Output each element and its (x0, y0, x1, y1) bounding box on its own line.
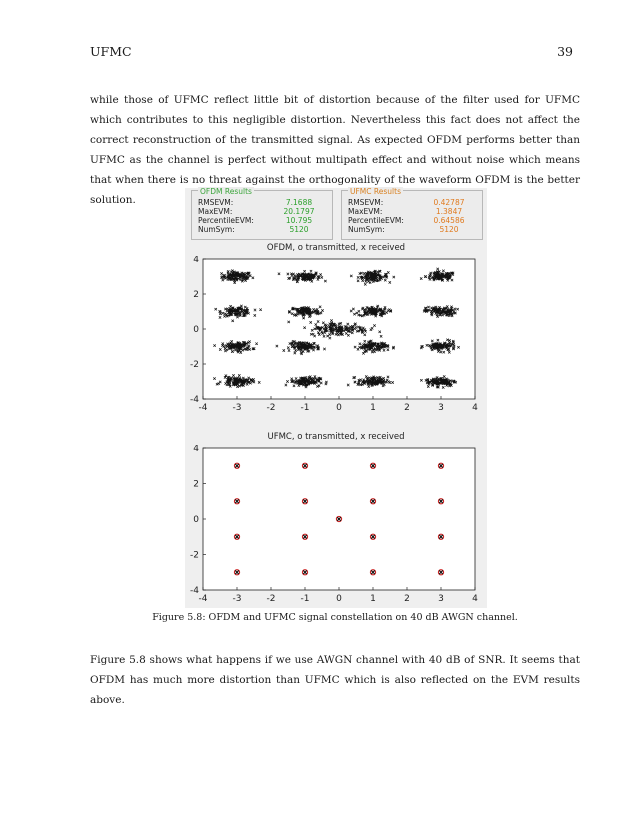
metric-value: 5120 (289, 225, 309, 234)
metric-value: 0.64586 (433, 216, 465, 225)
ufmc-plot-title: UFMC, o transmitted, x received (267, 432, 405, 442)
x-tick-label: -4 (198, 403, 208, 413)
ufmc-maxevm-row (348, 207, 474, 216)
ofdm-percentileevm-row (198, 216, 324, 225)
metric-label: MaxEVM: (198, 207, 233, 216)
metric-value: 0.42787 (433, 198, 465, 207)
ofdm-results-title: OFDM Results (200, 187, 252, 196)
y-tick-label: 2 (193, 479, 199, 490)
metric-label: RMSEVM: (348, 198, 384, 207)
figure-5-8 (185, 188, 487, 608)
metric-value: 5120 (439, 225, 459, 234)
metric-label: NumSym: (198, 225, 235, 234)
y-tick-label: 0 (193, 325, 199, 335)
ofdm-results-panel (191, 187, 333, 240)
y-tick-label: -4 (190, 395, 199, 405)
page-number: 39 (557, 44, 573, 59)
x-tick-label: 1 (370, 403, 376, 413)
x-tick-label: -3 (232, 594, 242, 604)
x-tick-label: -2 (266, 403, 276, 413)
ufmc-constellation-plot (185, 445, 487, 605)
ufmc-percentileevm-row (348, 216, 474, 225)
x-tick-label: 0 (336, 594, 342, 604)
y-tick-label: 4 (193, 445, 199, 454)
y-tick-label: 2 (193, 290, 199, 300)
x-tick-label: -2 (266, 594, 276, 604)
metric-value: 7.1688 (285, 198, 313, 207)
metric-label: PercentileEVM: (348, 216, 404, 225)
ufmc-results-panel (341, 187, 483, 240)
metric-value: 1.3847 (435, 207, 463, 216)
ofdm-rmsevm-row (198, 198, 324, 207)
figure-caption: Figure 5.8: OFDM and UFMC signal constellation on 40 dB AWGN channel. (152, 612, 518, 623)
running-header: UFMC (90, 44, 132, 59)
metric-value: 20.1797 (283, 207, 315, 216)
y-tick-label: -4 (190, 586, 199, 596)
x-tick-label: 3 (438, 594, 444, 604)
ufmc-rmsevm-row (348, 198, 474, 207)
x-tick-label: 4 (472, 403, 478, 413)
x-tick-label: -1 (300, 403, 310, 413)
y-tick-label: 4 (193, 256, 199, 265)
y-tick-label: -2 (190, 360, 199, 370)
x-tick-label: 4 (472, 594, 478, 604)
x-tick-label: -4 (198, 594, 208, 604)
metric-value: 10.795 (285, 216, 313, 225)
y-tick-label: 0 (193, 515, 199, 525)
ufmc-results-title: UFMC Results (350, 187, 401, 196)
x-tick-label: 1 (370, 594, 376, 604)
ufmc-numsym-row (348, 225, 474, 234)
metric-label: NumSym: (348, 225, 385, 234)
ofdm-maxevm-row (198, 207, 324, 216)
y-tick-label: -2 (190, 550, 199, 561)
ofdm-plot-title: OFDM, o transmitted, x received (266, 243, 406, 253)
x-tick-label: 2 (404, 594, 410, 604)
x-tick-label: -3 (232, 403, 242, 413)
metric-label: MaxEVM: (348, 207, 383, 216)
body-paragraph: while those of UFMC reflect little bit of distortion because of the filter used for UFMC which contributes to this negligible distortion. Nevertheless this fact does not affect the correct reconstruction of the transmitted signal. As expected OFDM performs better than UFMC as the channel is perfect without multipath effect and without noise which means that when there is no threat against the orthogonality of the waveform OFDM is the better solution. (90, 94, 580, 206)
metric-label: RMSEVM: (198, 198, 234, 207)
metric-label: PercentileEVM: (198, 216, 254, 225)
x-tick-label: 0 (336, 403, 342, 413)
ofdm-constellation-plot (185, 256, 487, 414)
ofdm-numsym-row (198, 225, 324, 234)
x-tick-label: 2 (404, 403, 410, 413)
x-tick-label: 3 (438, 403, 444, 413)
x-tick-label: -1 (300, 594, 310, 604)
body-paragraph: Figure 5.8 shows what happens if we use AWGN channel with 40 dB of SNR. It seems that OFDM has much more distortion than UFMC which is also reflected on the EVM results above. (90, 654, 580, 706)
